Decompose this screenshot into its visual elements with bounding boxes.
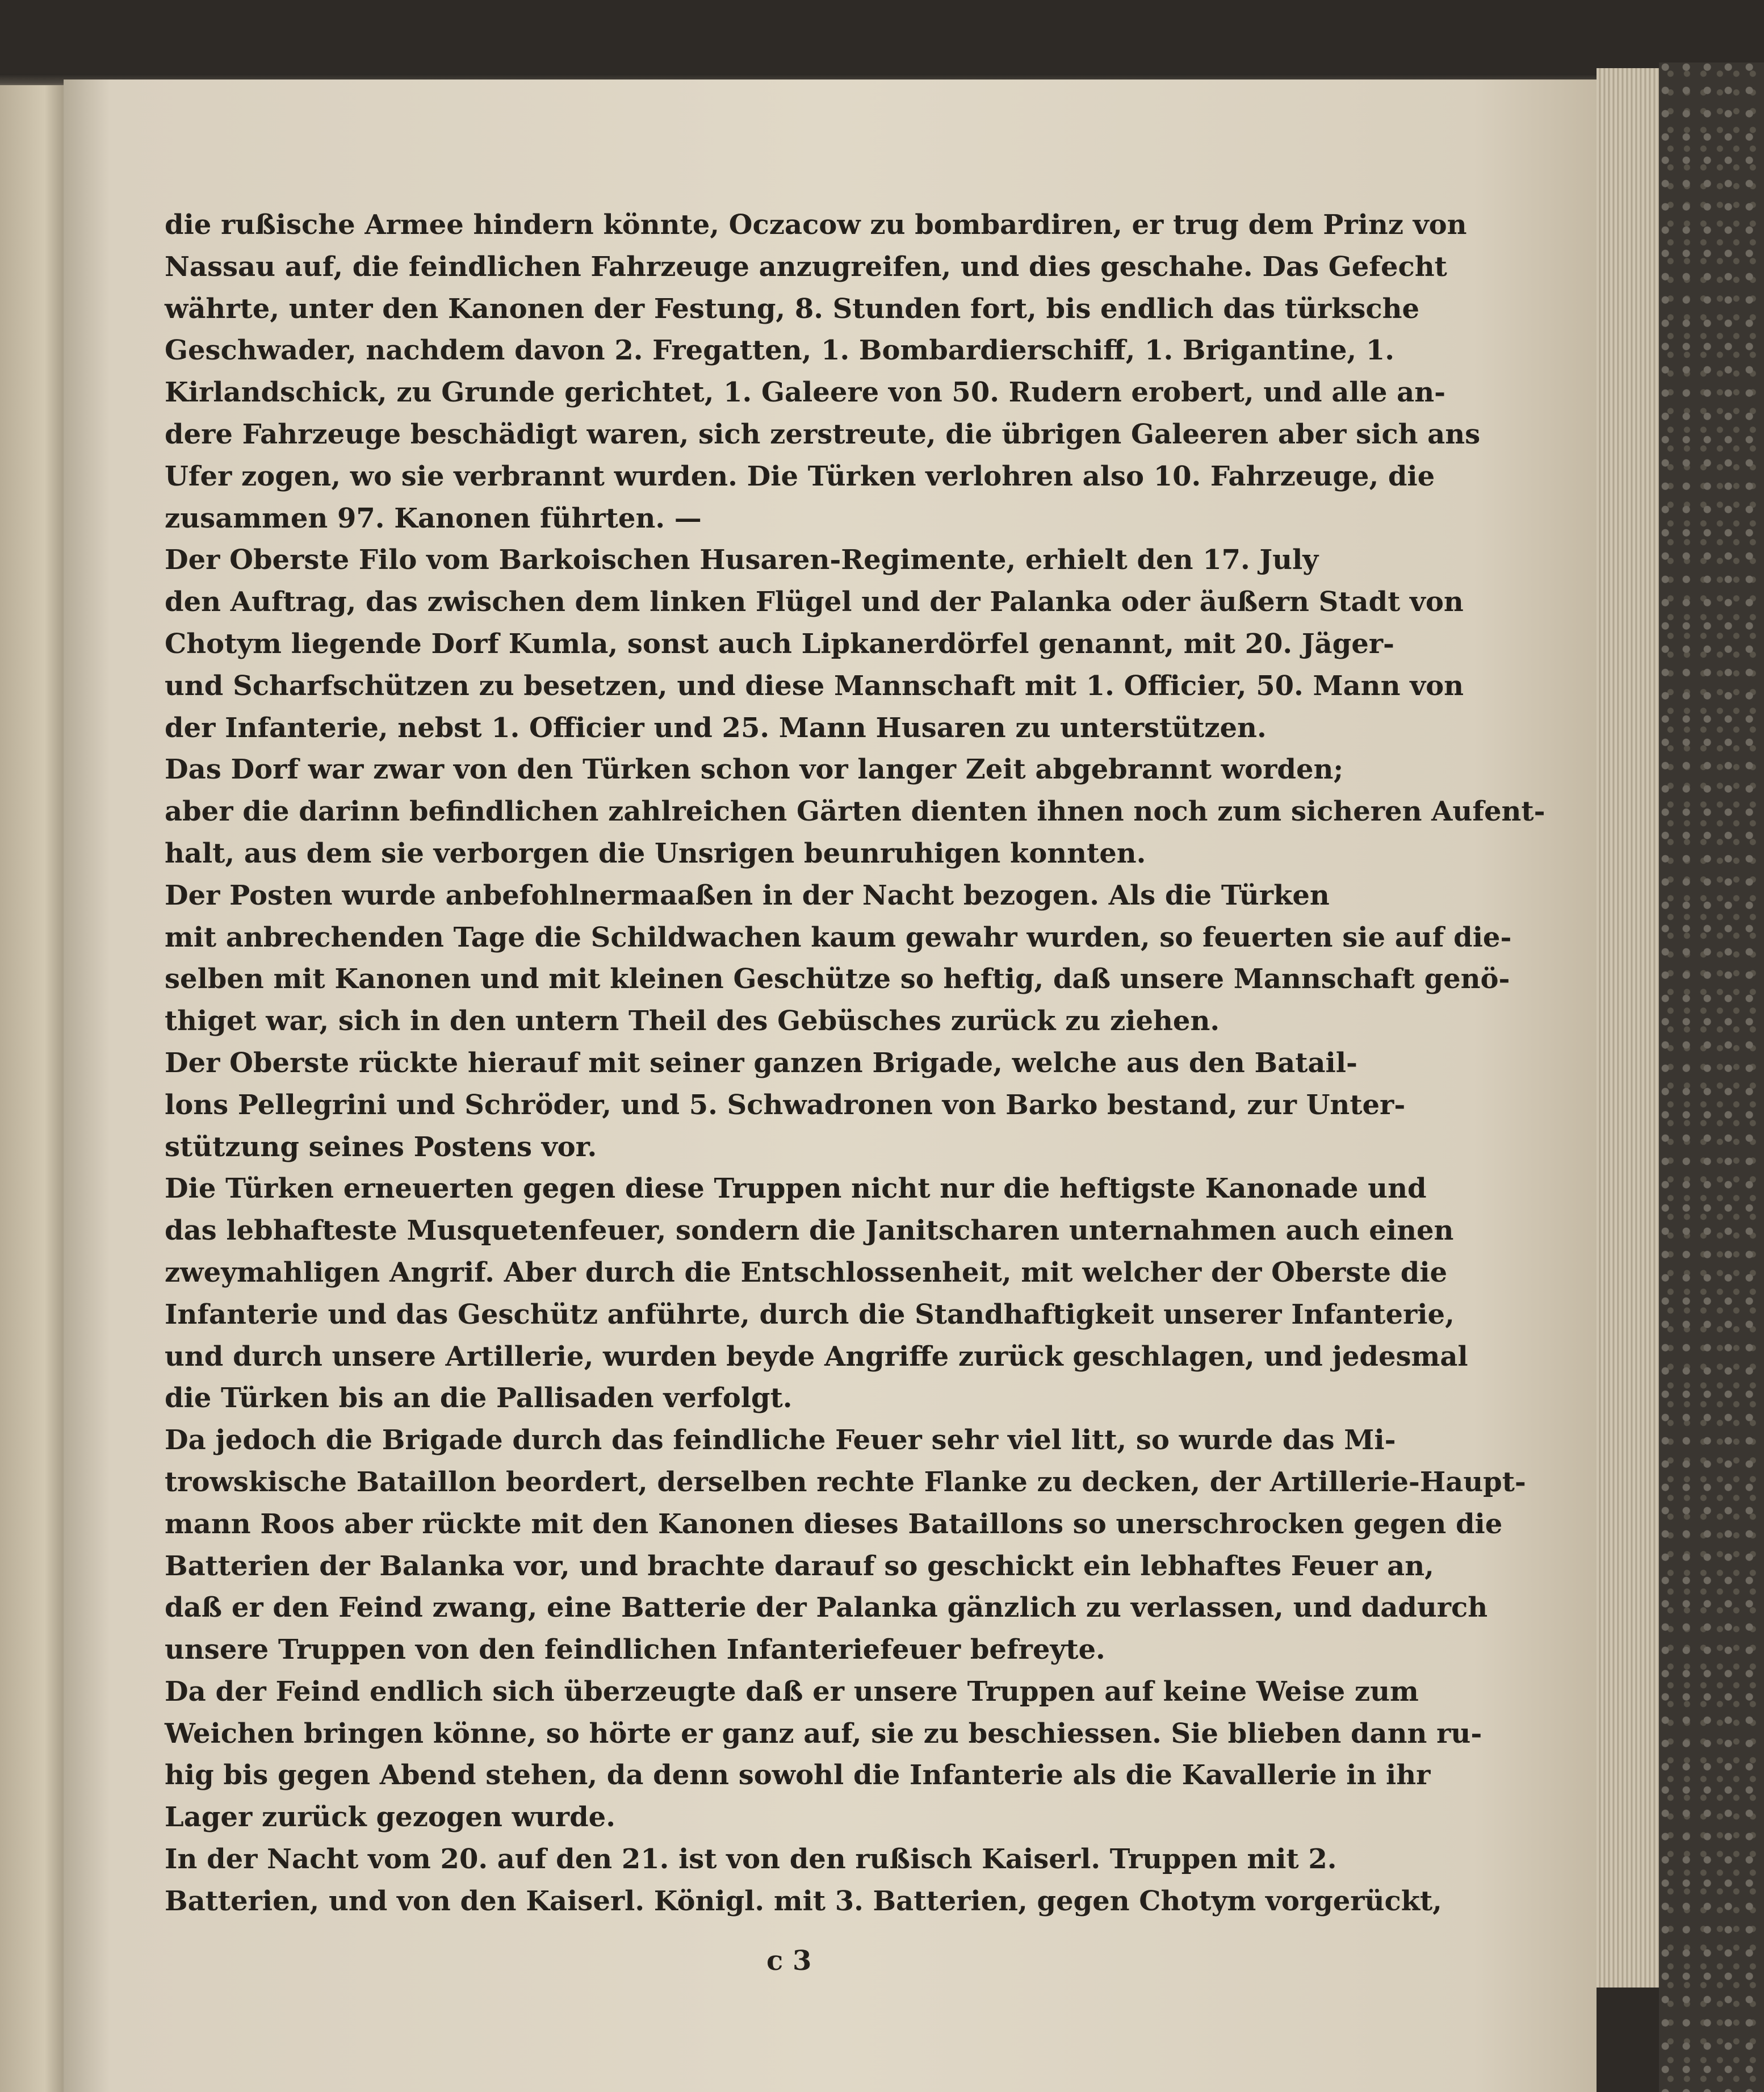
text-line: und Scharfschützen zu besetzen, und diese Mannschaft mit 1. Officier, 50. Mann von (165, 670, 1464, 702)
text-line: Da jedoch die Brigade durch das feindliche Feuer sehr viel litt, so wurde das Mi- (165, 1424, 1396, 1457)
text-line: und durch unsere Artillerie, wurden beyde Angriffe zurück geschlagen, und jedesmal (165, 1340, 1468, 1373)
text-line: dere Fahrzeuge beschädigt waren, sich zerstreute, die übrigen Galeeren aber sich ans (165, 418, 1481, 450)
left-page-edge (0, 85, 64, 2092)
text-line: währte, unter den Kanonen der Festung, 8. Stunden fort, bis endlich das türksche (165, 292, 1420, 325)
text-line: trowskische Bataillon beordert, derselben rechte Flanke zu decken, der Artillerie-Haupt- (165, 1466, 1526, 1498)
page-edges (1597, 68, 1659, 1988)
text-line: halt, aus dem sie verborgen die Unsrigen beunruhigen konnten. (165, 837, 1146, 869)
text-line: Der Oberste Filo vom Barkoischen Husaren-Regimente, erhielt den 17. July (165, 544, 1319, 576)
text-line: zweymahligen Angrif. Aber durch die Entschlossenheit, mit welcher der Oberste die (165, 1256, 1448, 1288)
marbled-cover (1659, 62, 1764, 2092)
text-line: mann Roos aber rückte mit den Kanonen dieses Bataillons so unerschrocken gegen die (165, 1508, 1503, 1540)
text-line: In der Nacht vom 20. auf den 21. ist von den rußisch Kaiserl. Truppen mit 2. (165, 1843, 1337, 1876)
text-line: die Türken bis an die Pallisaden verfolgt. (165, 1382, 793, 1415)
text-line: aber die darinn befindlichen zahlreichen Gärten dienten ihnen noch zum sicheren Aufent- (165, 796, 1545, 828)
text-line: Die Türken erneuerten gegen diese Truppen nicht nur die heftigste Kanonade und (165, 1173, 1427, 1205)
text-line: Weichen bringen könne, so hörte er ganz auf, sie zu beschiessen. Sie blieben dann ru- (165, 1717, 1482, 1750)
text-line: der Infanterie, nebst 1. Officier und 25. Mann Husaren zu unterstützen. (165, 712, 1267, 744)
text-line: selben mit Kanonen und mit kleinen Geschütze so heftig, daß unsere Mannschaft genö- (165, 963, 1510, 995)
text-line: unsere Truppen von den feindlichen Infanteriefeuer befreyte. (165, 1634, 1105, 1666)
text-line: Nassau auf, die feindlichen Fahrzeuge anzugreifen, und dies geschahe. Das Gefecht (165, 250, 1447, 283)
text-line: Batterien, und von den Kaiserl. Königl. mit 3. Batterien, gegen Chotym vorgerückt, (165, 1885, 1442, 1917)
text-line: den Auftrag, das zwischen dem linken Flügel und der Palanka oder äußern Stadt von (165, 586, 1464, 618)
signature-mark: c 3 (766, 1945, 812, 1977)
text-line: Der Oberste rückte hierauf mit seiner ganzen Brigade, welche aus den Batail- (165, 1047, 1357, 1079)
text-line: daß er den Feind zwang, eine Batterie der Palanka gänzlich zu verlassen, und dadurch (165, 1592, 1488, 1624)
text-line: Chotym liegende Dorf Kumla, sonst auch Lipkanerdörfel genannt, mit 20. Jäger- (165, 627, 1394, 660)
text-line: Der Posten wurde anbefohlnermaaßen in der Nacht bezogen. Als die Türken (165, 879, 1330, 911)
text-line: thiget war, sich in den untern Theil des Gebüsches zurück zu ziehen. (165, 1005, 1220, 1037)
text-line: stützung seines Postens vor. (165, 1131, 597, 1163)
body-text (165, 204, 1545, 1923)
text-line: Batterien der Balanka vor, und brachte darauf so geschickt ein lebhaftes Feuer an, (165, 1550, 1434, 1582)
text-line: lons Pellegrini und Schröder, und 5. Schwadronen von Barko bestand, zur Unter- (165, 1089, 1406, 1121)
text-line: Lager zurück gezogen wurde. (165, 1801, 615, 1834)
text-line: Ufer zogen, wo sie verbrannt wurden. Die Türken verlohren also 10. Fahrzeuge, die (165, 460, 1435, 492)
text-line: hig bis gegen Abend stehen, da denn sowohl die Infanterie als die Kavallerie in ihr (165, 1759, 1431, 1792)
text-line: mit anbrechenden Tage die Schildwachen kaum gewahr wurden, so feuerten sie auf die- (165, 921, 1512, 953)
text-line: Infanterie und das Geschütz anführte, durch die Standhaftigkeit unserer Infanterie, (165, 1298, 1455, 1330)
text-line: zusammen 97. Kanonen führten. — (165, 502, 702, 534)
text-line: Geschwader, nachdem davon 2. Fregatten, 1. Bombardierschiff, 1. Brigantine, 1. (165, 334, 1394, 367)
text-line: Kirlandschick, zu Grunde gerichtet, 1. Galeere von 50. Rudern erobert, und alle an- (165, 376, 1446, 409)
text-line: das lebhafteste Musquetenfeuer, sondern die Janitscharen unternahmen auch einen (165, 1215, 1454, 1247)
text-line: Das Dorf war zwar von den Türken schon vor langer Zeit abgebrannt worden; (165, 754, 1344, 786)
text-line: die rußische Armee hindern könnte, Oczacow zu bombardiren, er trug dem Prinz von (165, 209, 1467, 241)
text-line: Da der Feind endlich sich überzeugte daß er unsere Truppen auf keine Weise zum (165, 1675, 1419, 1708)
